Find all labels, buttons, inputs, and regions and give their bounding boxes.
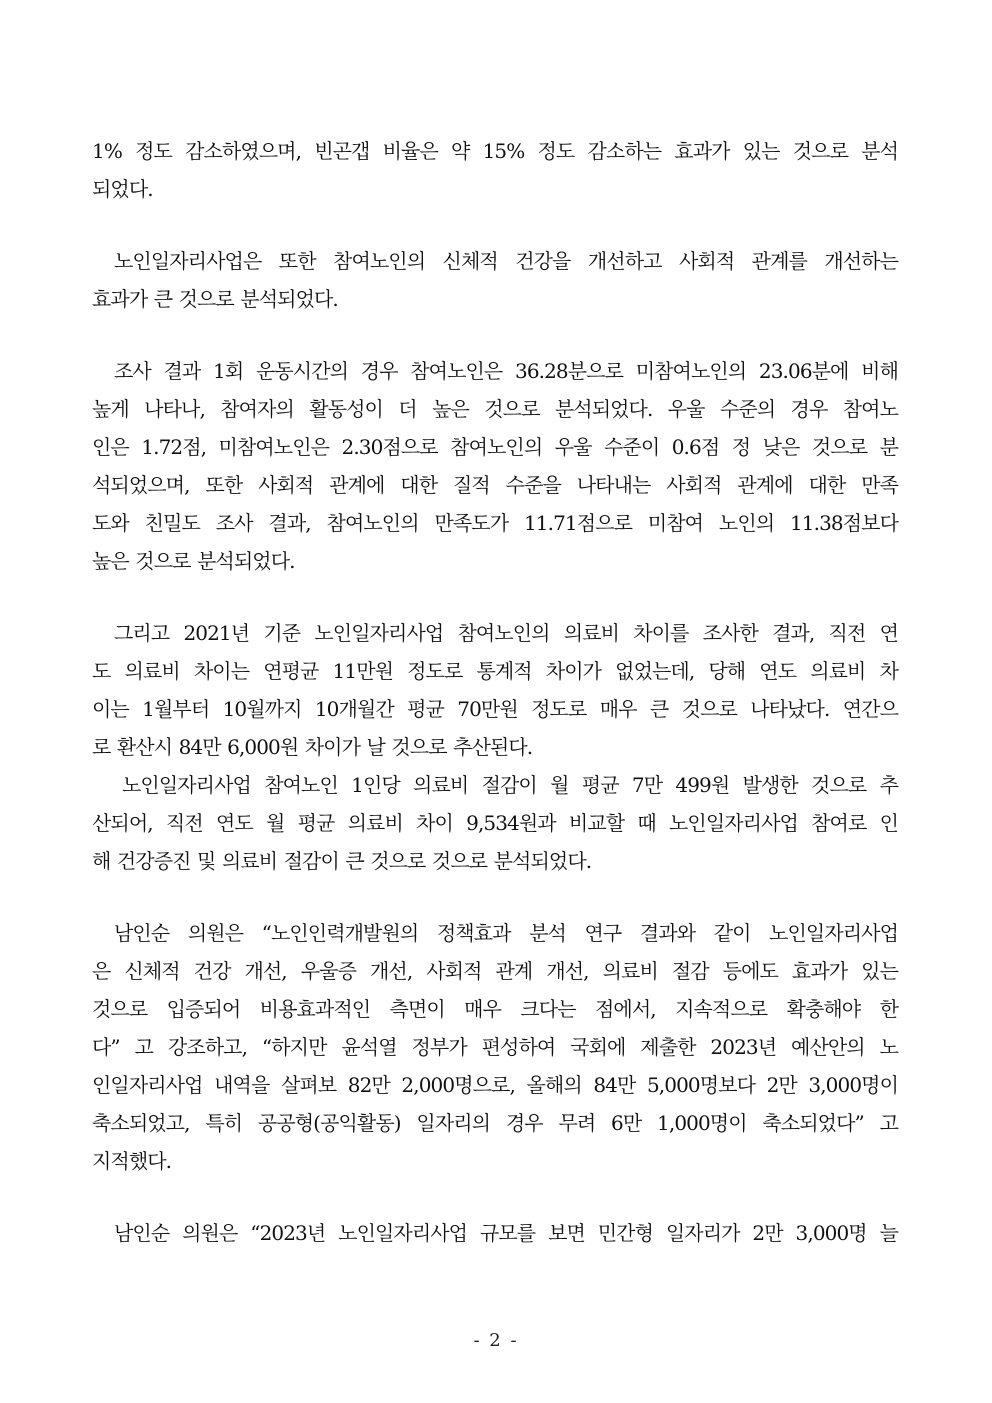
text-line: 노인일자리사업은 또한 참여노인의 신체적 건강을 개선하고 사회적 관계를 개선하는 [114, 249, 898, 273]
text-line: 이는 1월부터 10월까지 10개월간 평균 70만원 정도로 매우 큰 것으로 나타났다. 연간으 [92, 697, 898, 721]
text-line: 노인일자리사업 참여노인 1인당 의료비 절감이 월 평균 7만 499원 발생한 것으로 추 [122, 773, 898, 797]
text-line: 축소되었고, 특히 공공형(공익활동) 일자리의 경우 무려 6만 1,000명이 축소되었다” 고 [92, 1111, 898, 1135]
text-line: 다” 고 강조하고, “하지만 윤석열 정부가 편성하여 국회에 제출한 2023년 예산안의 노 [92, 1035, 898, 1059]
page-number: - 2 - [473, 1330, 519, 1351]
text-line: 높게 나타나, 참여자의 활동성이 더 높은 것으로 분석되었다. 우울 수준의 경우 참여노 [92, 397, 898, 421]
paragraph [92, 614, 898, 880]
paragraph-gap [92, 318, 898, 352]
text-line: 높은 것으로 분석되었다. [92, 549, 295, 573]
text-line: 효과가 큰 것으로 분석되었다. [92, 287, 338, 311]
paragraph [92, 352, 898, 580]
text-line: 조사 결과 1회 운동시간의 경우 참여노인은 36.28분으로 미참여노인의 23.06분에 비해 [114, 359, 898, 383]
text-line: 남인순 의원은 “2023년 노인일자리사업 규모를 보면 민간형 일자리가 2만 3,000명 늘 [114, 1221, 898, 1245]
paragraph [92, 132, 898, 208]
text-line: 인일자리사업 내역을 살펴보 82만 2,000명으로, 올해의 84만 5,000명보다 2만 3,000명이 [92, 1073, 898, 1097]
text-line: 인은 1.72점, 미참여노인은 2.30점으로 참여노인의 우울 수준이 0.6점 정 낮은 것으로 분 [92, 435, 898, 459]
text-line: 산되어, 직전 연도 월 평균 의료비 차이 9,534원과 비교할 때 노인일자리사업 참여로 인 [92, 811, 898, 835]
text-line: 것으로 입증되어 비용효과적인 측면이 매우 크다는 점에서, 지속적으로 확충해야 한 [92, 997, 898, 1021]
text-line: 해 건강증진 및 의료비 절감이 큰 것으로 것으로 분석되었다. [92, 849, 592, 873]
paragraph [92, 242, 898, 318]
paragraph-gap [92, 580, 898, 614]
paragraph [92, 1214, 898, 1252]
text-line: 되었다. [92, 177, 153, 201]
document-body [92, 132, 898, 1252]
text-line: 그리고 2021년 기준 노인일자리사업 참여노인의 의료비 차이를 조사한 결과, 직전 연 [114, 621, 898, 645]
text-line: 석되었으며, 또한 사회적 관계에 대한 질적 수준을 나타내는 사회적 관계에 대한 만족 [92, 473, 898, 497]
text-line: 로 환산시 84만 6,000원 차이가 날 것으로 추산된다. [92, 735, 533, 759]
paragraph-gap [92, 208, 898, 242]
text-line: 도 의료비 차이는 연평균 11만원 정도로 통계적 차이가 없었는데, 당해 연도 의료비 차 [92, 659, 898, 683]
text-line: 남인순 의원은 “노인인력개발원의 정책효과 분석 연구 결과와 같이 노인일자리사업 [114, 921, 898, 945]
text-line: 은 신체적 건강 개선, 우울증 개선, 사회적 관계 개선, 의료비 절감 등에도 효과가 있는 [92, 959, 898, 983]
text-line: 도와 친밀도 조사 결과, 참여노인의 만족도가 11.71점으로 미참여 노인의 11.38점보다 [92, 511, 898, 535]
text-line: 1% 정도 감소하였으며, 빈곤갭 비율은 약 15% 정도 감소하는 효과가 있는 것으로 분석 [92, 139, 898, 163]
paragraph-gap [92, 1180, 898, 1214]
paragraph [92, 914, 898, 1180]
paragraph-gap [92, 880, 898, 914]
text-line: 지적했다. [92, 1149, 172, 1173]
